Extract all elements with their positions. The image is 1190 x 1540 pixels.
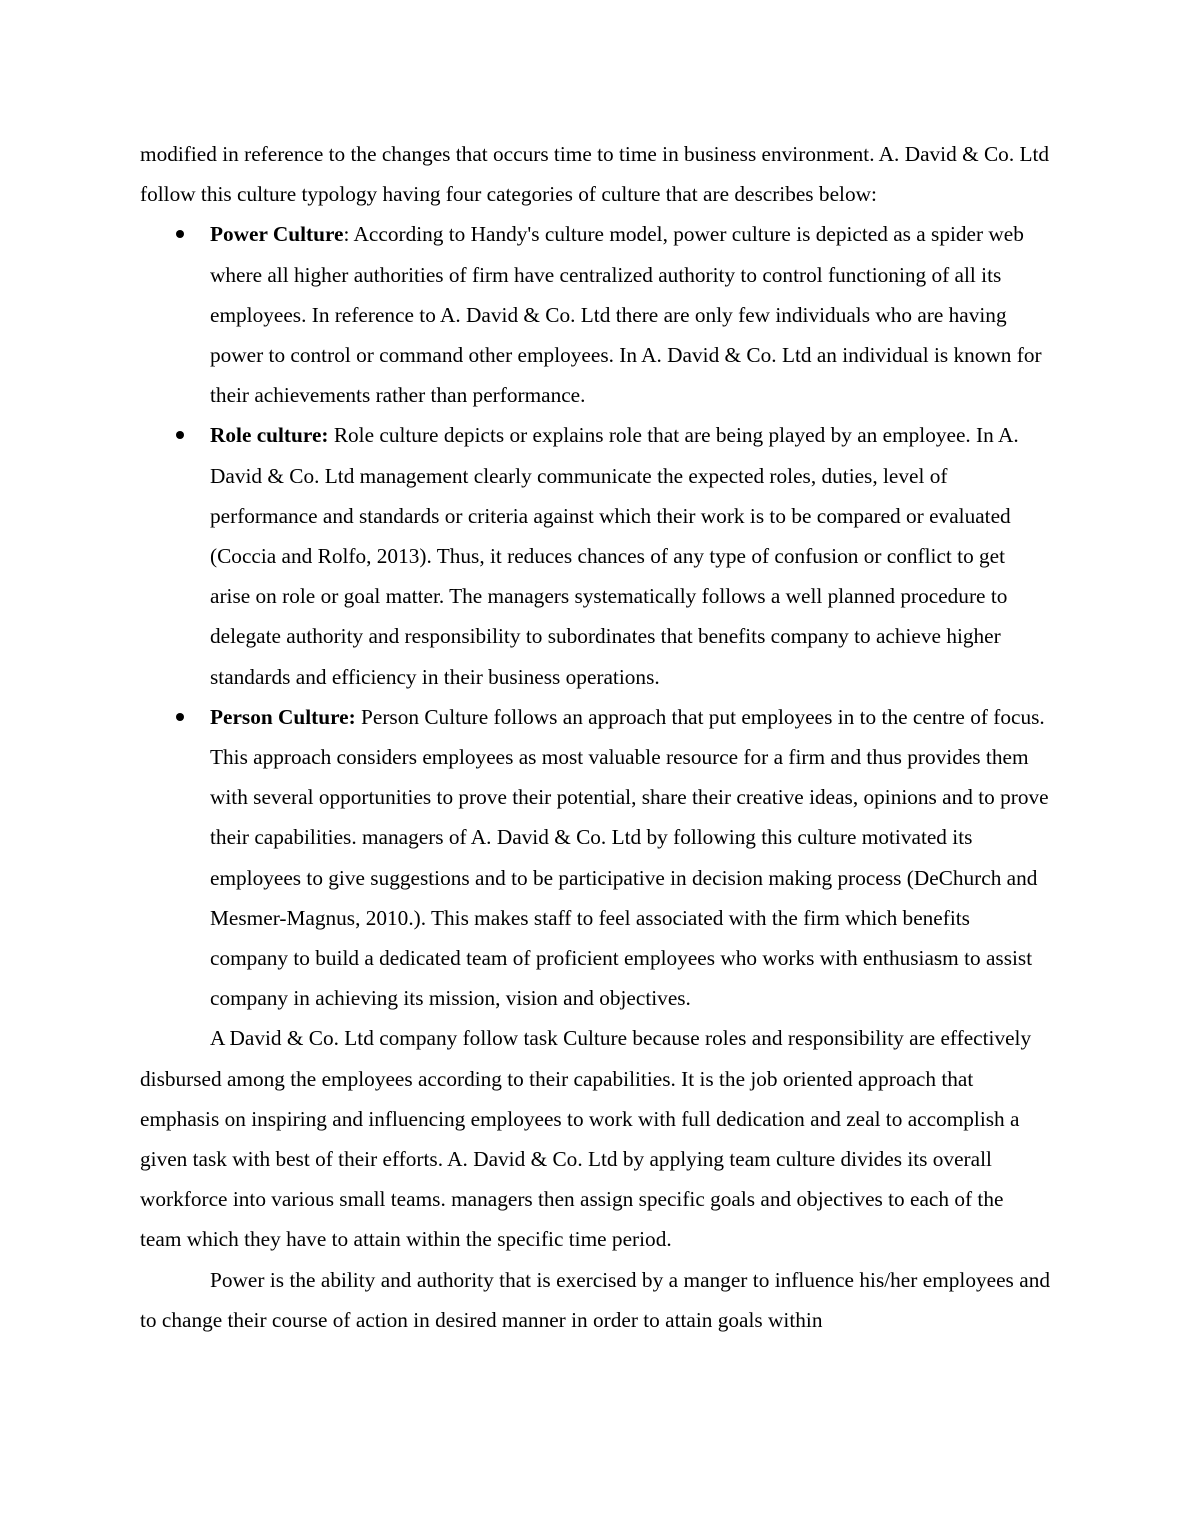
task-culture-paragraph: A David & Co. Ltd company follow task Culture because roles and responsibility are effectively disbursed among the employees according to their capabilities. It is the job oriented approach that emphasis on inspiring and influencing employees to work with full dedication and zeal to accomplish a given task with best of their efforts. A. David & Co. Ltd by applying team culture divides its overall workforce into various small teams. managers then assign specific goals and objectives to each of the team which they have to attain within the specific time period.	[140, 1026, 1032, 1252]
intro-paragraph: modified in reference to the changes that occurs time to time in business environment. A. David & Co. Ltd follow this culture typology having four categories of culture that are describes below:	[140, 142, 1050, 207]
person-culture-text: Person Culture follows an approach that put employees in to the centre of focus. This approach considers employees as most valuable resource for a firm and thus provides them with several opportunities to prove their potential, share their creative ideas, opinions and to prove their capabilities. managers of A. David & Co. Ltd by following this culture motivated its employees to give suggestions and to be participative in decision making process (DeChurch and Mesmer-Magnus, 2010.). This makes staff to feel associated with the firm which benefits company to build a dedicated team of proficient employees who works with enthusiasm to assist company in achieving its mission, vision and objectives.	[210, 704, 1049, 1011]
term-role-culture: Role culture:	[210, 423, 329, 448]
list-item-power-culture	[140, 214, 1050, 415]
culture-types-list	[140, 214, 1050, 1018]
bullet-icon	[176, 431, 184, 439]
bullet-icon	[176, 230, 184, 238]
term-separator: :	[343, 222, 350, 247]
list-item-person-culture	[140, 697, 1050, 1019]
list-item-role-culture	[140, 415, 1050, 696]
term-person-culture: Person Culture:	[210, 704, 356, 729]
role-culture-text: Role culture depicts or explains role that are being played by an employee. In A. David & Co. Ltd management clearly communicate the expected roles, duties, level of performance and standards or criteria against which their work is to be compared or evaluated (Coccia and Rolfo, 2013). Thus, it reduces chances of any type of confusion or conflict to get arise on role or goal matter. The managers systematically follows a well planned procedure to delegate authority and responsibility to subordinates that benefits company to achieve higher standards and efficiency in their business operations.	[210, 423, 1019, 689]
power-definition-paragraph: Power is the ability and authority that is exercised by a manger to influence his/her employees and to change their course of action in desired manner in order to attain goals within	[140, 1267, 1050, 1332]
bullet-icon	[176, 713, 184, 721]
term-power-culture: Power Culture	[210, 222, 344, 247]
power-culture-text: According to Handy's culture model, power culture is depicted as a spider web where all higher authorities of firm have centralized authority to control functioning of all its employees. In reference to A. David & Co. Ltd there are only few individuals who are having power to control or command other employees. In A. David & Co. Ltd an individual is known for their achievements rather than performance.	[210, 222, 1042, 408]
document-body	[140, 134, 1050, 1340]
